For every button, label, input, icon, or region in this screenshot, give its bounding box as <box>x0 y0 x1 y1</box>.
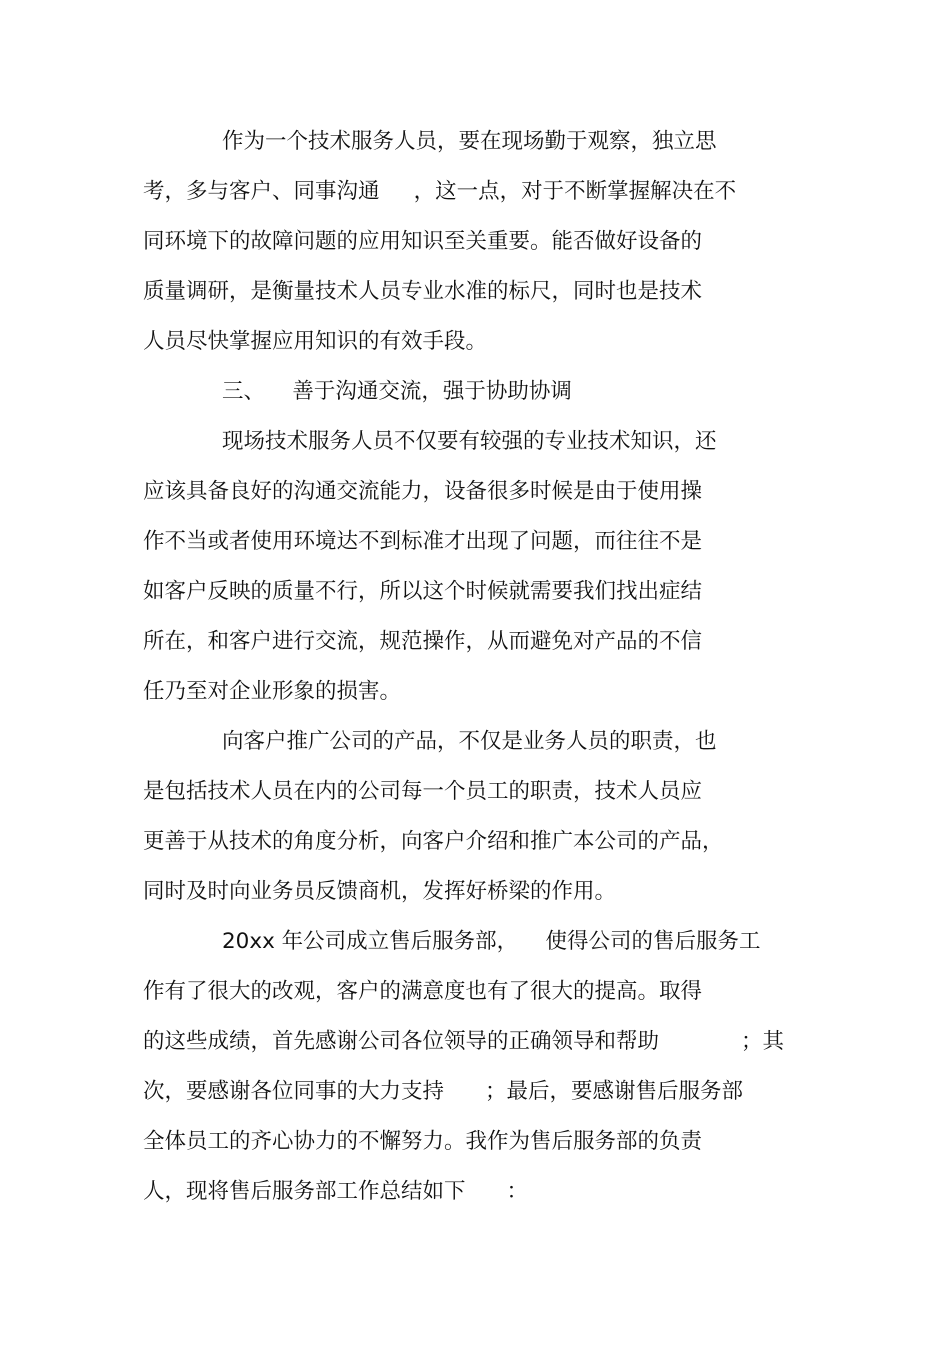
paragraph-line: 人，现将售后服务部工作总结如下 ： <box>143 1179 529 1204</box>
paragraph-line: 20xx 年公司成立售后服务部， 使得公司的售后服务工 <box>222 929 761 954</box>
paragraph-line: 作有了很大的改观，客户的满意度也有了很大的提高。取得 <box>143 979 703 1004</box>
paragraph-line: 同时及时向业务员反馈商机，发挥好桥梁的作用。 <box>143 879 617 904</box>
paragraph-line: 人员尽快掌握应用知识的有效手段。 <box>143 329 488 354</box>
paragraph-line: 是包括技术人员在内的公司每一个员工的职责，技术人员应 <box>143 779 703 804</box>
paragraph-line: 如客户反映的质量不行，所以这个时候就需要我们找出症结 <box>143 579 703 604</box>
paragraph-line: 质量调研，是衡量技术人员专业水准的标尺，同时也是技术 <box>143 279 703 304</box>
paragraph-line: 更善于从技术的角度分析，向客户介绍和推广本公司的产品， <box>143 829 724 854</box>
paragraph-line: 考，多与客户、同事沟通 ，这一点，对于不断掌握解决在不 <box>143 179 737 204</box>
paragraph-line: 向客户推广公司的产品，不仅是业务人员的职责，也 <box>222 729 717 754</box>
paragraph-line: 次，要感谢各位同事的大力支持 ；最后，要感谢售后服务部 <box>143 1079 744 1104</box>
paragraph-line: 任乃至对企业形象的损害。 <box>143 679 402 704</box>
paragraph-line: 作不当或者使用环境达不到标准才出现了问题，而往往不是 <box>143 529 703 554</box>
section-heading: 三、 善于沟通交流，强于协助协调 <box>222 379 572 404</box>
paragraph-line: 现场技术服务人员不仅要有较强的专业技术知识，还 <box>222 429 717 454</box>
paragraph-line: 作为一个技术服务人员，要在现场勤于观察，独立思 <box>222 129 717 154</box>
paragraph-line: 全体员工的齐心协力的不懈努力。我作为售后服务部的负责 <box>143 1129 703 1154</box>
paragraph-line: 同环境下的故障问题的应用知识至关重要。能否做好设备的 <box>143 229 703 254</box>
paragraph-line: 的这些成绩，首先感谢公司各位领导的正确领导和帮助 ；其 <box>143 1029 785 1054</box>
paragraph-line: 应该具备良好的沟通交流能力，设备很多时候是由于使用操 <box>143 479 703 504</box>
paragraph-line: 所在，和客户进行交流，规范操作，从而避免对产品的不信 <box>143 629 703 654</box>
